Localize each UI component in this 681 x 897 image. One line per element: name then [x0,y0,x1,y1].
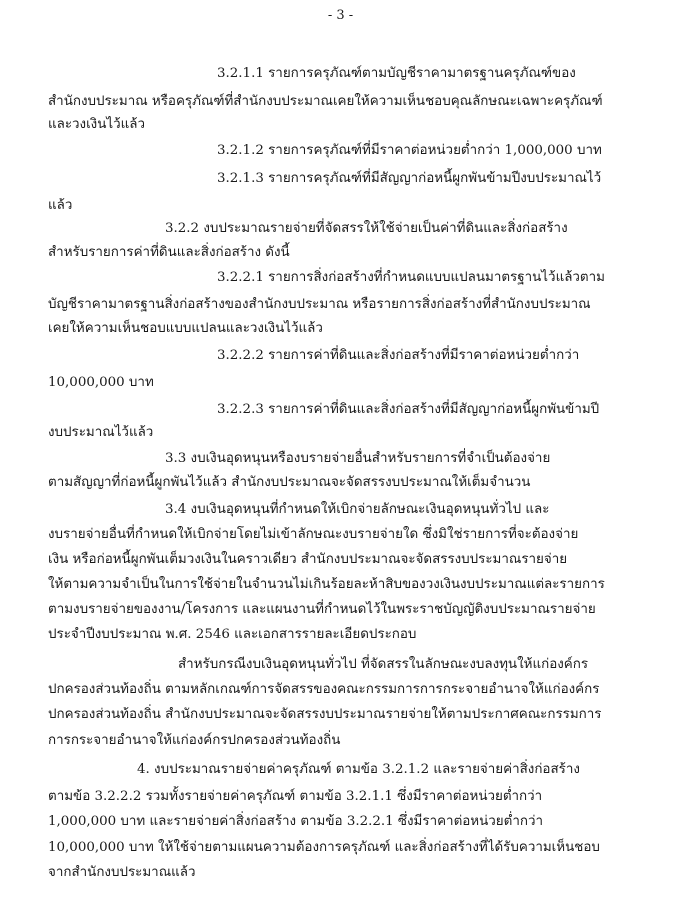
text-line: 3.2.2.3 รายการค่าที่ดินและสิ่งก่อสร้างที่มีสัญญาก่อหนี้ผูกพันข้ามปี [217,402,600,417]
text-line: ให้ตามความจำเป็นในการใช้จ่ายในจำนวนไม่เกินร้อยละห้าสิบของวงเงินงบประมาณแต่ละรายการ [48,577,605,592]
text-line: ตามสัญญาที่ก่อหนี้ผูกพันไว้แล้ว สำนักงบประมาณจะจัดสรรงบประมาณให้เต็มจำนวน [48,475,531,490]
text-line: 10,000,000 บาท [48,375,154,390]
text-line: จากสำนักงบประมาณแล้ว [48,865,196,880]
text-line: 10,000,000 บาท ให้ใช้จ่ายตามแผนความต้องการครุภัณฑ์ และสิ่งก่อสร้างที่ได้รับความเห็นชอบ [48,840,600,855]
text-line: 3.2.1.1 รายการครุภัณฑ์ตามบัญชีราคามาตรฐานครุภัณฑ์ของ [217,66,576,81]
text-line: 4. งบประมาณรายจ่ายค่าครุภัณฑ์ ตามข้อ 3.2.1.2 และรายจ่ายค่าสิ่งก่อสร้าง [137,762,580,777]
text-line: และวงเงินไว้แล้ว [48,117,145,132]
text-line: 3.2.2 งบประมาณรายจ่ายที่จัดสรรให้ใช้จ่ายเป็นค่าที่ดินและสิ่งก่อสร้าง [165,221,568,236]
text-line: แล้ว [48,198,73,213]
text-line: สำหรับรายการค่าที่ดินและสิ่งก่อสร้าง ดังนี้ [48,245,290,260]
text-line: 3.2.1.2 รายการครุภัณฑ์ที่มีราคาต่อหน่วยต่ำกว่า 1,000,000 บาท [217,143,602,158]
text-line: 3.4 งบเงินอุดหนุนที่กำหนดให้เบิกจ่ายลักษณะเงินอุดหนุนทั่วไป และ [165,502,550,517]
text-line: ปกครองส่วนท้องถิ่น สำนักงบประมาณจะจัดสรรงบประมาณรายจ่ายให้ตามประกาศคณะกรรมการ [48,707,602,722]
text-line: งบประมาณไว้แล้ว [48,425,154,440]
text-line: 3.2.2.1 รายการสิ่งก่อสร้างที่กำหนดแบบแปลนมาตรฐานไว้แล้วตาม [217,270,605,285]
text-line: ปกครองส่วนท้องถิ่น ตามหลักเกณฑ์การจัดสรรของคณะกรรมการการกระจายอำนาจให้แก่องค์กร [48,682,600,697]
text-line: สำหรับกรณีงบเงินอุดหนุนทั่วไป ที่จัดสรรในลักษณะงบลงทุนให้แก่องค์กร [178,657,589,672]
text-line: 3.2.1.3 รายการครุภัณฑ์ที่มีสัญญาก่อหนี้ผูกพันข้ามปีงบประมาณไว้ [217,171,602,186]
text-line: สำนักงบประมาณ หรือครุภัณฑ์ที่สำนักงบประมาณเคยให้ความเห็นชอบคุณลักษณะเฉพาะครุภัณฑ์ [48,94,603,109]
page-number: - 3 - [327,8,354,23]
text-line: 1,000,000 บาท และรายจ่ายค่าสิ่งก่อสร้าง ตามข้อ 3.2.2.1 ซึ่งมีราคาต่อหน่วยต่ำกว่า [48,814,544,829]
text-line: เคยให้ความเห็นชอบแบบแปลนและวงเงินไว้แล้ว [48,321,323,336]
text-line: 3.3 งบเงินอุดหนุนหรืองบรายจ่ายอื่นสำหรับรายการที่จำเป็นต้องจ่าย [165,451,551,466]
text-line: บัญชีราคามาตรฐานสิ่งก่อสร้างของสำนักงบประมาณ หรือรายการสิ่งก่อสร้างที่สำนักงบประมาณ [48,297,591,312]
text-line: ตามข้อ 3.2.2.2 รวมทั้งรายจ่ายค่าครุภัณฑ์ ตามข้อ 3.2.1.1 ซึ่งมีราคาต่อหน่วยต่ำกว่า [48,789,543,804]
text-line: งบรายจ่ายอื่นที่กำหนดให้เบิกจ่ายโดยไม่เข้าลักษณะงบรายจ่ายใด ซึ่งมิใช่รายการที่จะต้องจ่าย [48,527,579,542]
text-line: การกระจายอำนาจให้แก่องค์กรปกครองส่วนท้องถิ่น [48,733,341,748]
text-line: ประจำปีงบประมาณ พ.ศ. 2546 และเอกสารรายละเอียดประกอบ [48,627,417,642]
text-line: ตามงบรายจ่ายของงาน/โครงการ และแผนงานที่กำหนดไว้ในพระราชบัญญัติงบประมาณรายจ่าย [48,602,596,617]
text-line: เงิน หรือก่อหนี้ผูกพันเต็มวงเงินในคราวเดียว สำนักงบประมาณจะจัดสรรงบประมาณรายจ่าย [48,552,568,567]
text-line: 3.2.2.2 รายการค่าที่ดินและสิ่งก่อสร้างที่มีราคาต่อหน่วยต่ำกว่า [217,348,580,363]
